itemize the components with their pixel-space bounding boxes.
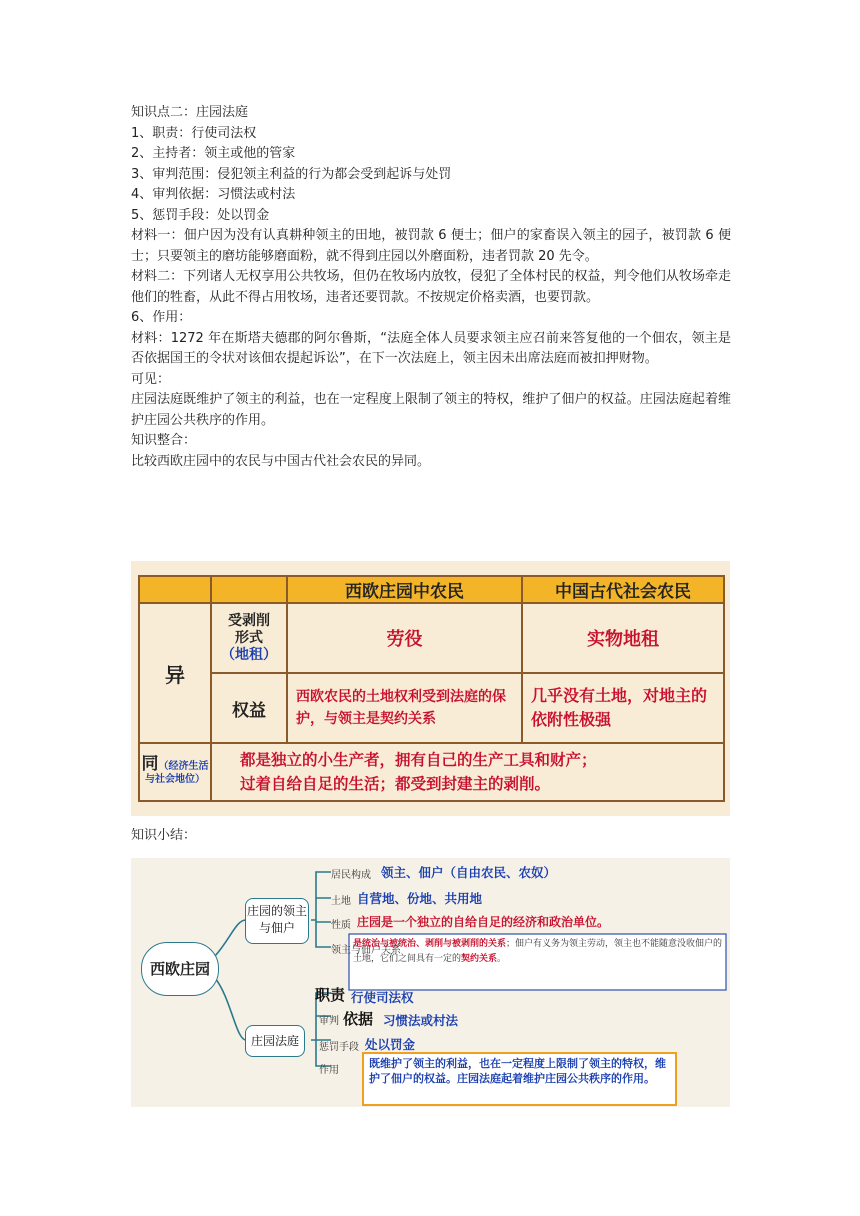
header-western-peasants: 西欧庄园中农民 <box>287 576 522 603</box>
material-two: 材料二：下列诸人无权享用公共牧场，但仍在牧场内放牧，侵犯了全体村民的权益，判令他们从牧场牵走他们的牲畜，从此不得占用牧场，违者还要罚款。不按规定价格卖酒，也要罚款。 <box>131 269 731 305</box>
label-similarity: 同（经济生活与社会地位） <box>139 743 211 801</box>
table-header-row <box>139 576 724 603</box>
comparison-table-figure <box>131 561 730 816</box>
cell-western-rights: 西欧农民的土地权利受到法庭的保护，与领主是契约关系 <box>287 673 522 743</box>
label-rights: 权益 <box>211 673 287 743</box>
line-scope: 3、审判范围：侵犯领主利益的行为都会受到起诉与处罚 <box>131 166 452 182</box>
conclusion: 庄园法庭既维护了领主的利益，也在一定程度上限制了领主的特权，维护了佃户的权益。庄园法庭起着维护庄园公共秩序的作用。 <box>131 392 731 428</box>
line-basis: 4、审判依据：习惯法或村法 <box>131 187 296 202</box>
label-exploitation-form: 受剥削 形式 （地租） <box>211 603 287 673</box>
mindmap-root: 西欧庄园 <box>141 942 219 996</box>
line-effect: 6、作用： <box>131 310 192 325</box>
cell-western-rent: 劳役 <box>287 603 522 673</box>
mindmap-figure <box>131 858 730 1107</box>
heading-knowledge-point: 知识点二：庄园法庭 <box>131 105 249 120</box>
label-relation: 领主与佃户关系 <box>331 945 401 956</box>
cell-chinese-rent: 实物地租 <box>522 603 724 673</box>
label-residents: 居民构成 <box>331 870 371 881</box>
cell-chinese-rights: 几乎没有土地，对地主的依附性极强 <box>522 673 724 743</box>
summary-heading: 知识小结： <box>131 828 197 843</box>
line-host: 2、主持者：领主或他的管家 <box>131 146 296 161</box>
label-duty: 职责 <box>315 986 346 1004</box>
value-nature: 庄园是一个独立的自给自足的经济和政治单位。 <box>357 915 610 929</box>
value-residents: 领主、佃户（自由农民、农奴） <box>381 865 557 880</box>
label-effect: 作用 <box>319 1065 339 1076</box>
document-text <box>131 103 731 472</box>
material-one: 材料一：佃户因为没有认真耕种领主的田地，被罚款 6 便士；佃户的家畜误入领主的园子，被罚款 6 便士；只要领主的磨坊能够磨面粉，就不得到庄园以外磨面粉，违者罚款 20 先令。 <box>131 228 731 264</box>
label-trial: 审判 <box>319 1016 339 1027</box>
value-duty: 行使司法权 <box>351 990 414 1005</box>
comparison-table <box>138 575 725 802</box>
line-penalty: 5、惩罚手段：处以罚金 <box>131 207 270 223</box>
table-row <box>139 673 724 743</box>
line-duty: 1、职责：行使司法权 <box>131 125 257 141</box>
branch-lord-tenant: 庄园的领主与佃户 <box>245 898 309 944</box>
material-three: 材料：1272 年在斯塔夫德郡的阿尔鲁斯，“法庭全体人员要求领主应召前来答复他的一个佃农，领主是否依据国王的令状对该佃农提起诉讼”，在下一次法庭上，领主因未出席法庭而被扣押财物。 <box>131 330 731 366</box>
table-row <box>139 603 724 673</box>
label-land: 土地 <box>331 896 351 907</box>
value-relation: 是统治与被统治、剥削与被剥削的关系；佃户有义务为领主劳动，领主也不能随意没收佃户的土地，它们之间具有一定的契约关系。 <box>353 939 723 964</box>
value-punishment: 处以罚金 <box>365 1037 416 1052</box>
integration-heading: 知识整合： <box>131 433 197 448</box>
branch-manor-court: 庄园法庭 <box>245 1025 305 1057</box>
value-effect: 既维护了领主的利益，也在一定程度上限制了领主的特权，维护了佃户的权益。庄园法庭起着维护庄园公共秩序的作用。 <box>369 1057 666 1085</box>
label-basis: 依据 <box>343 1010 374 1028</box>
compare-intro: 比较西欧庄园中的农民与中国古代社会农民的异同。 <box>131 453 431 469</box>
value-basis: 习惯法或村法 <box>383 1013 459 1028</box>
label-difference: 异 <box>139 603 211 743</box>
seen-label: 可见： <box>131 371 171 387</box>
label-nature: 性质 <box>331 920 351 931</box>
label-punishment: 惩罚手段 <box>319 1042 359 1053</box>
cell-similarity: 都是独立的小生产者，拥有自己的生产工具和财产； 过着自给自足的生活；都受到封建主的剥削。 <box>211 743 724 801</box>
table-row <box>139 743 724 801</box>
value-land: 自营地、份地、共用地 <box>357 891 483 906</box>
header-chinese-peasants: 中国古代社会农民 <box>522 576 724 603</box>
